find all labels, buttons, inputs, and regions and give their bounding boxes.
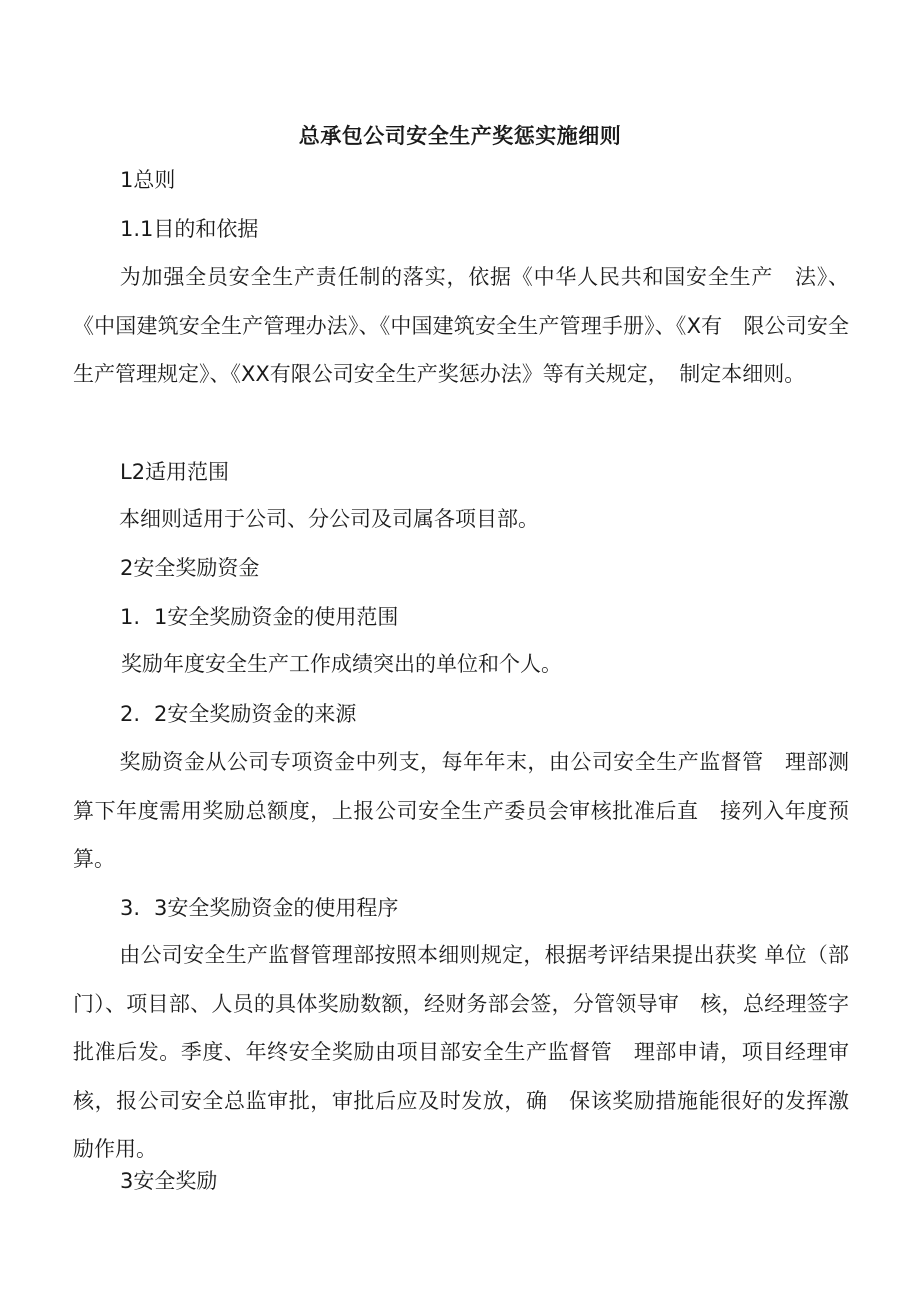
heading-purpose: 1.1目的和依据 bbox=[120, 217, 259, 241]
paragraph-scope-text: 本细则适用于公司、分公司及司属各项目部。 bbox=[119, 507, 539, 531]
heading-fund: 2安全奖励资金 bbox=[120, 556, 260, 580]
heading-fund-procedure-number: 3. bbox=[120, 896, 141, 920]
heading-fund-procedure bbox=[120, 892, 398, 924]
paragraph-fund-source bbox=[73, 738, 849, 884]
paragraph-scope bbox=[73, 495, 849, 544]
paragraph-fund-procedure bbox=[73, 931, 849, 1174]
heading-fund-scope-text: 1安全奖励资金的使用范围 bbox=[154, 605, 399, 629]
heading-fund-source bbox=[120, 698, 356, 730]
document-title: 总承包公司安全生产奖惩实施细则 bbox=[298, 124, 622, 148]
paragraph-purpose bbox=[73, 253, 849, 399]
paragraph-purpose-text: 为加强全员安全生产责任制的落实，依据《中华人民共和国安全生产 法》、《中国建筑安全生产管理办法》、《中国建筑安全生产管理手册》、《X有 限公司安全生产管理规定》、《XX有限公司安全生产奖惩办法》等有关规定， 制定本细则。 bbox=[73, 265, 849, 386]
heading-fund-source-number: 2. bbox=[120, 702, 141, 726]
paragraph-fund-scope bbox=[73, 640, 849, 689]
paragraph-fund-procedure-text: 由公司安全生产监督管理部按照本细则规定，根据考评结果提出获奖 单位（部门）、项目部、人员的具体奖励数额，经财务部会签，分管领导审 核，总经理签字批准后发。季度、年终安全奖励由项目部安全生产监督管 理部申请，项目经理审核，报公司安全总监审批，审批后应及时发放，确 保该奖励措施能很好的发挥激励作用。 bbox=[73, 943, 849, 1161]
paragraph-fund-source-text: 奖励资金从公司专项资金中列支，每年年末，由公司安全生产监督管 理部测算下年度需用奖励总额度，上报公司安全生产委员会审核批准后直 接列入年度预算。 bbox=[73, 750, 849, 871]
heading-fund-scope-number: 1. bbox=[120, 605, 141, 629]
heading-reward: 3安全奖励 bbox=[120, 1169, 218, 1193]
heading-general: 1总则 bbox=[120, 168, 176, 192]
paragraph-fund-scope-text: 奖励年度安全生产工作成绩突出的单位和个人。 bbox=[121, 652, 562, 676]
heading-fund-procedure-text: 3安全奖励资金的使用程序 bbox=[154, 896, 399, 920]
heading-fund-scope bbox=[120, 601, 398, 633]
heading-fund-source-text: 2安全奖励资金的来源 bbox=[154, 702, 357, 726]
heading-scope: L2适用范围 bbox=[120, 460, 230, 484]
